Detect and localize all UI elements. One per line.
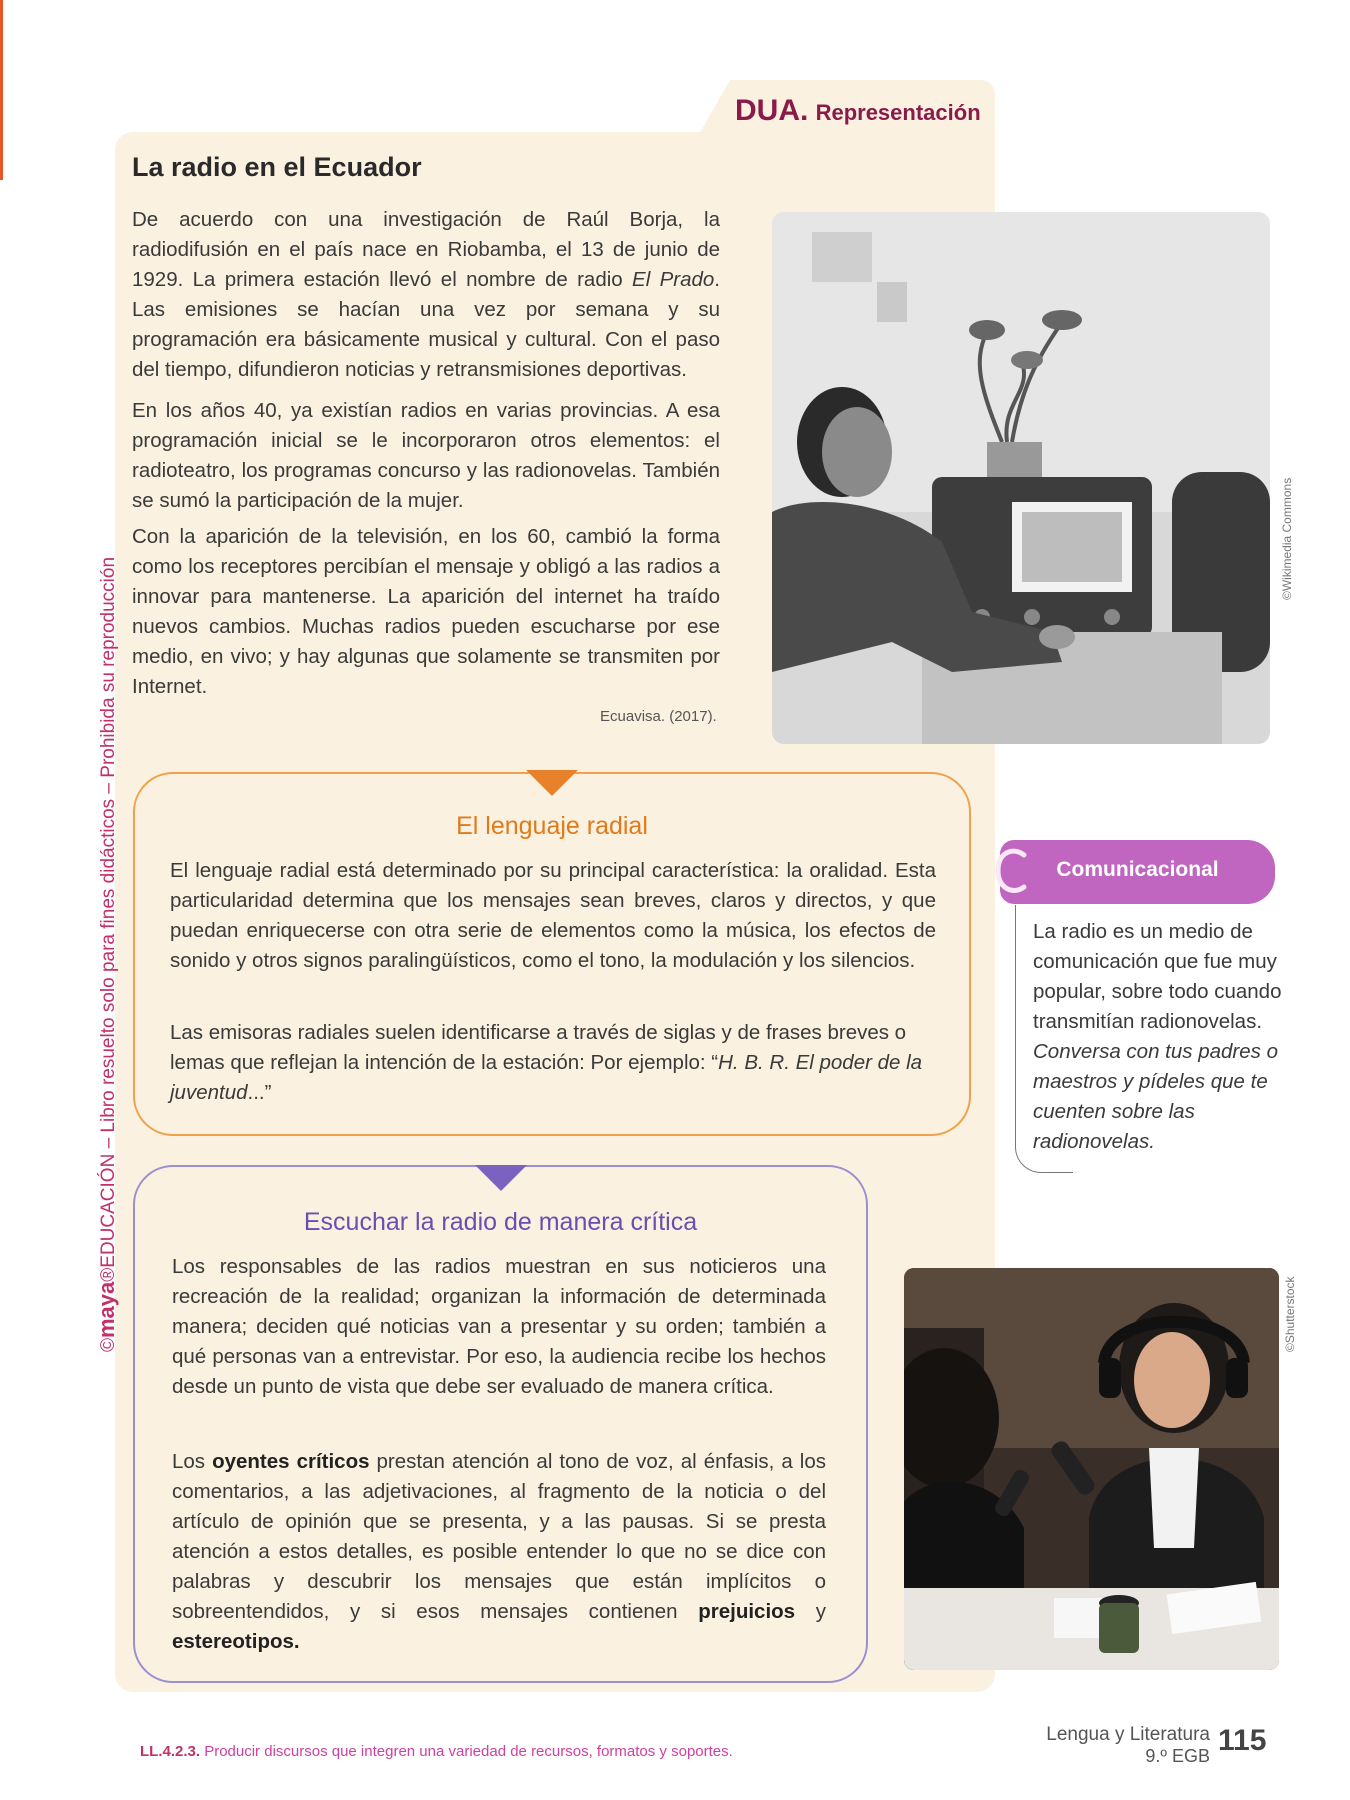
radio-hosts-photo xyxy=(904,1268,1279,1670)
photo2-credit: ©Shutterstock xyxy=(1283,1276,1297,1352)
footer-standard: LL.4.2.3. Producir discursos que integren una variedad de recursos, formatos y soportes. xyxy=(140,1743,733,1760)
article-paragraph-2: En los años 40, ya existían radios en varias provincias. A esa programación inicial se le incorporaron otros elementos: el radioteatro, los programas concurso y las radionovelas. También se sumó la participación de la mujer. xyxy=(132,399,720,512)
lenguaje-radial-title: El lenguaje radial xyxy=(456,812,648,840)
footer-subject: Lengua y Literatura xyxy=(1046,1724,1210,1745)
comunicacional-text: La radio es un medio de comunicación que fue muy popular, sobre todo cuando transmitían radionovelas. Conversa con tus padres o maestros y pídeles que te cuenten sobre las radionovelas. xyxy=(1033,920,1282,1153)
maya-logo-text: maya xyxy=(94,1281,119,1338)
escuchar-critica-title: Escuchar la radio de manera crítica xyxy=(303,1208,698,1236)
photo1-credit: ©Wikimedia Commons xyxy=(1280,477,1294,600)
purple-triangle-marker xyxy=(475,1165,527,1191)
article-paragraph-3: Con la aparición de la televisión, en los 60, cambió la forma como los receptores percibían el mensaje y obligó a las radios a innovar para mantenerse. La aparición del internet ha traído nuevos cambios. Muchas radios pueden escucharse por ese medio, en vivo; y hay algunas que solamente se transmiten por Internet. xyxy=(132,525,720,698)
vintage-radio-photo xyxy=(772,212,1270,744)
dua-label: Representación xyxy=(815,100,981,125)
lenguaje-radial-paragraph-1: El lenguaje radial está determinado por su principal característica: la oralidad. Esta particularidad determina que los mensajes sean breves, claros y directos, y que puedan enriquecerse con otra serie de elementos como la música, los efectos de sonido y otros signos paralingüísticos, como el tono, la modulación y los silencios. xyxy=(170,859,936,972)
comunicacional-label: Comunicacional xyxy=(1056,858,1219,881)
page-number: 115 xyxy=(1218,1724,1267,1757)
article-title: La radio en el Ecuador xyxy=(132,152,422,182)
edge-accent-bar xyxy=(0,0,3,180)
escuchar-paragraph-2: Los oyentes críticos prestan atención al tono de voz, al énfasis, a los comentarios, a las adjetivaciones, al fragmento de la noticia o del artículo de opinión que se presenta, y a las pausas. Si se presta atención a estos detalles, es posible entender lo que no se dice con palabras y descubrir los mensajes que están implícitos o sobreentendidos, y si esos mensajes contienen prejuicios y estereotipos. xyxy=(172,1450,827,1653)
copyright-side-text: ©maya®EDUCACIÓN – Libro resuelto solo para fines didácticos – Prohibida su reproducción xyxy=(94,556,119,1352)
dua-header xyxy=(735,94,981,128)
lenguaje-radial-paragraph-2: Las emisoras radiales suelen identificarse a través de siglas y de frases breves o lemas que reflejan la intención de la estación: Por ejemplo: “H. B. R. El poder de la juventud...” xyxy=(170,1021,923,1104)
article-source: Ecuavisa. (2017). xyxy=(600,708,717,725)
orange-triangle-marker xyxy=(526,770,578,796)
escuchar-paragraph-1: Los responsables de las radios muestran en sus noticieros una recreación de la realidad; organizan la información de determinada manera; deciden qué noticias van a presentar y su orden; también a qué personas van a entrevistar. Por eso, la audiencia recibe los hechos desde un punto de vista que debe ser evaluado de manera crítica. xyxy=(172,1255,826,1398)
article-paragraph-1: De acuerdo con una investigación de Raúl Borja, la radiodifusión en el país nace en Riobamba, el 13 de junio de 1929. La primera estación llevó el nombre de radio El Prado. Las emisiones se hacían una vez por semana y su programación era básicamente musical y cultural. Con el paso del tiempo, difundieron noticias y retransmisiones deportivas. xyxy=(132,208,720,381)
footer-grade: 9.º EGB xyxy=(1145,1746,1210,1766)
dua-strong: DUA. xyxy=(735,94,809,127)
